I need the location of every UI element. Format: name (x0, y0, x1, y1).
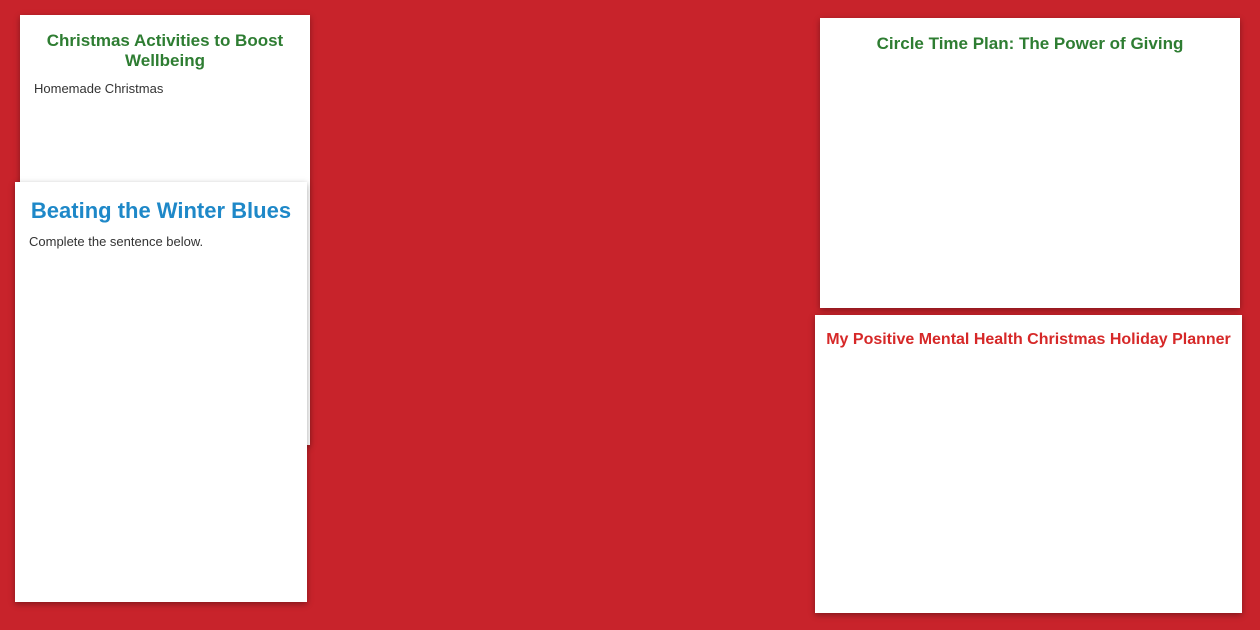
sheet-winter-blues-title: Beating the Winter Blues (30, 198, 292, 223)
sheet-wellbeing-title: Christmas Activities to Boost Wellbeing (46, 31, 284, 70)
sheet-holiday-planner (815, 315, 1242, 613)
sheet-circle-time (820, 18, 1240, 308)
sheet-circle-time-title: Circle Time Plan: The Power of Giving (876, 34, 1184, 53)
sheet-holiday-planner-title: My Positive Mental Health Christmas Holiday Planner (826, 331, 1231, 348)
sheet-winter-blues (15, 182, 307, 602)
sheet-winter-blues-prompt: Complete the sentence below. (29, 234, 204, 249)
sheet-wellbeing-heading: Homemade Christmas (34, 81, 164, 96)
